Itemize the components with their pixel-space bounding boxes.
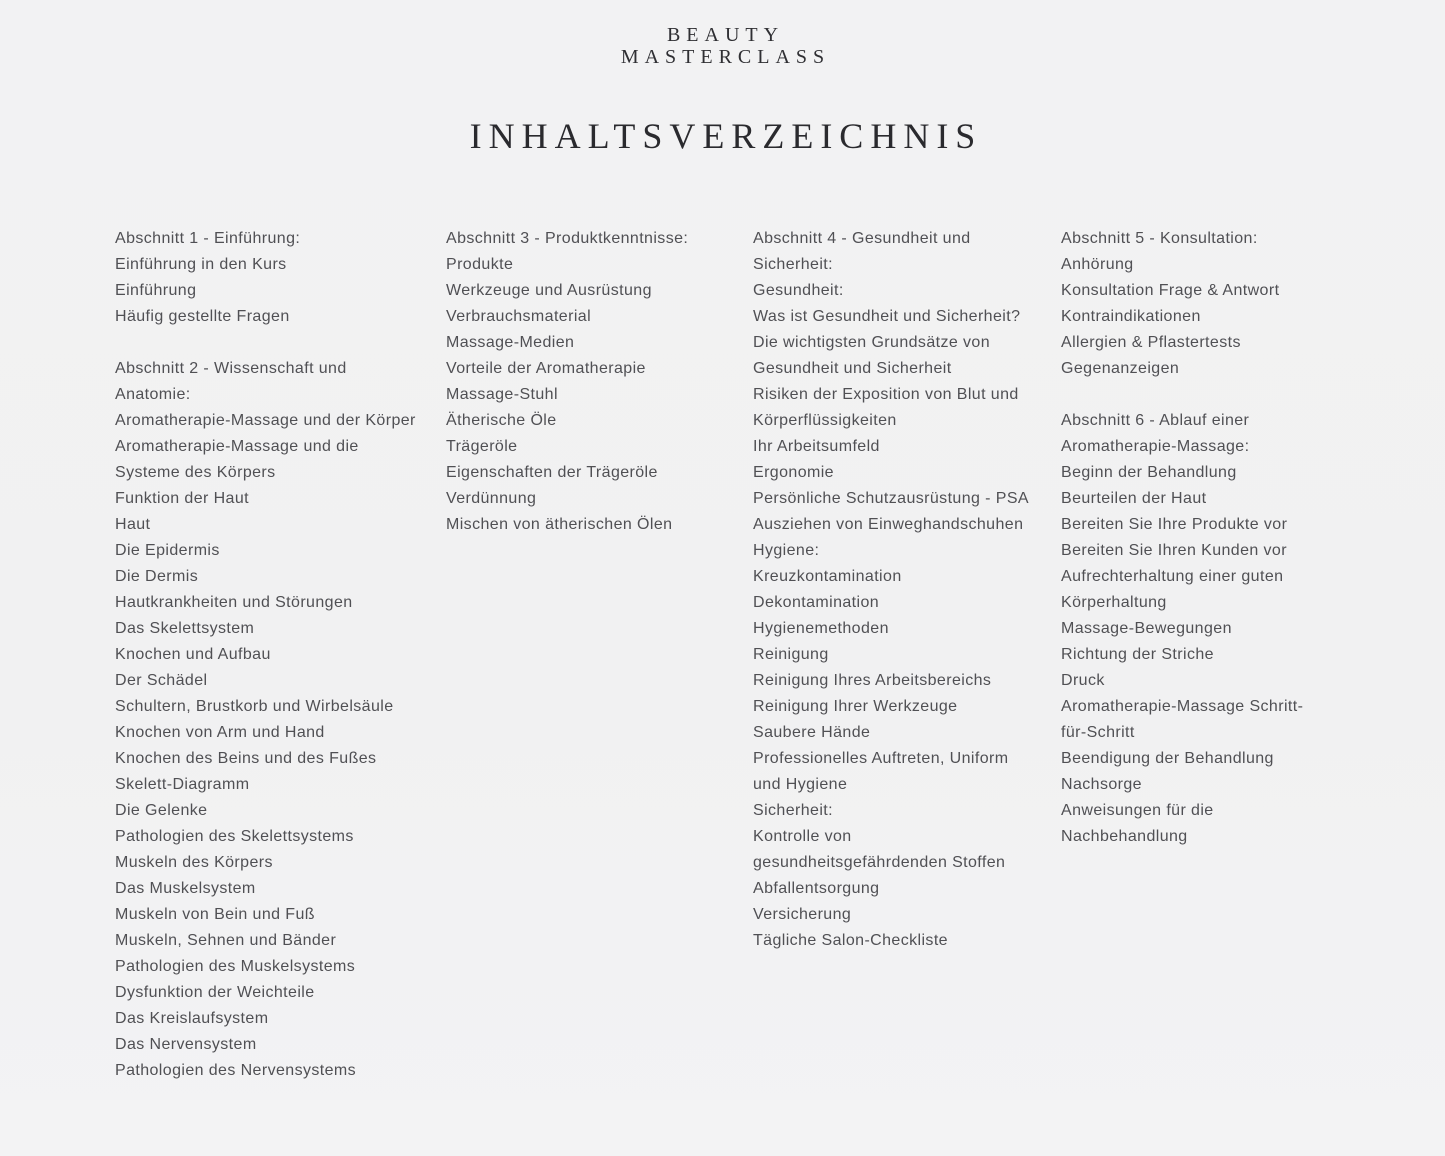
toc-entry: Körperhaltung bbox=[1061, 594, 1167, 611]
toc-section-heading: Abschnitt 4 - Gesundheit und bbox=[753, 230, 971, 247]
toc-entry: Anhörung bbox=[1061, 256, 1134, 273]
toc-entry: Gesundheit und Sicherheit bbox=[753, 360, 952, 377]
toc-entry: Pathologien des Nervensystems bbox=[115, 1062, 357, 1079]
toc-entry: Gesundheit: bbox=[753, 282, 844, 299]
toc-entry: Funktion der Haut bbox=[115, 490, 249, 507]
toc-entry: Werkzeuge und Ausrüstung bbox=[446, 282, 652, 299]
toc-entry: Beginn der Behandlung bbox=[1061, 464, 1237, 481]
toc-section-heading: Abschnitt 3 - Produktkenntnisse: bbox=[446, 230, 689, 247]
toc-entry: Die Gelenke bbox=[115, 802, 208, 819]
toc-section-heading: Abschnitt 1 - Einführung: bbox=[115, 230, 301, 247]
toc-entry: Systeme des Körpers bbox=[115, 464, 276, 481]
toc-entry: Vorteile der Aromatherapie bbox=[446, 360, 646, 377]
toc-entry: Das Nervensystem bbox=[115, 1036, 257, 1053]
toc-entry: Risiken der Exposition von Blut und bbox=[753, 386, 1019, 403]
toc-entry: Aromatherapie-Massage und der Körper bbox=[115, 412, 416, 429]
toc-entry: Knochen und Aufbau bbox=[115, 646, 271, 663]
toc-entry: Beendigung der Behandlung bbox=[1061, 750, 1274, 767]
toc-entry: Die Epidermis bbox=[115, 542, 220, 559]
toc-entry: Sicherheit: bbox=[753, 256, 833, 273]
toc-entry: Eigenschaften der Trägeröle bbox=[446, 464, 658, 481]
toc-entry: Die Dermis bbox=[115, 568, 199, 585]
toc-entry: Kreuzkontamination bbox=[753, 568, 902, 585]
toc-entry: Tägliche Salon-Checkliste bbox=[753, 932, 948, 949]
toc-entry: Das Muskelsystem bbox=[115, 880, 256, 897]
toc-entry: Anatomie: bbox=[115, 386, 191, 403]
toc-entry: Kontraindikationen bbox=[1061, 308, 1201, 325]
toc-entry: Ausziehen von Einweghandschuhen bbox=[753, 516, 1024, 533]
section-spacer bbox=[115, 330, 435, 356]
toc-section-heading: Abschnitt 5 - Konsultation: bbox=[1061, 230, 1258, 247]
toc-entry: Bereiten Sie Ihren Kunden vor bbox=[1061, 542, 1287, 559]
toc-entry: Sicherheit: bbox=[753, 802, 833, 819]
toc-entry: Muskeln, Sehnen und Bänder bbox=[115, 932, 337, 949]
toc-entry: Nachbehandlung bbox=[1061, 828, 1188, 845]
toc-entry: Ihr Arbeitsumfeld bbox=[753, 438, 880, 455]
toc-entry: Trägeröle bbox=[446, 438, 518, 455]
toc-entry: Schultern, Brustkorb und Wirbelsäule bbox=[115, 698, 394, 715]
toc-entry: Dysfunktion der Weichteile bbox=[115, 984, 315, 1001]
toc-entry: Versicherung bbox=[753, 906, 852, 923]
toc-entry: Bereiten Sie Ihre Produkte vor bbox=[1061, 516, 1288, 533]
toc-column-3 bbox=[753, 226, 1053, 954]
toc-entry: Aromatherapie-Massage: bbox=[1061, 438, 1250, 455]
toc-entry: Persönliche Schutzausrüstung - PSA bbox=[753, 490, 1029, 507]
toc-entry: Abfallentsorgung bbox=[753, 880, 880, 897]
toc-entry: Einführung in den Kurs bbox=[115, 256, 287, 273]
toc-entry: Massage-Bewegungen bbox=[1061, 620, 1232, 637]
toc-entry: Muskeln des Körpers bbox=[115, 854, 273, 871]
toc-entry: Kontrolle von bbox=[753, 828, 852, 845]
toc-column-2 bbox=[446, 226, 746, 538]
toc-entry: Pathologien des Muskelsystems bbox=[115, 958, 356, 975]
toc-entry: Anweisungen für die bbox=[1061, 802, 1214, 819]
toc-entry: und Hygiene bbox=[753, 776, 848, 793]
toc-entry: Aufrechterhaltung einer guten bbox=[1061, 568, 1284, 585]
toc-entry: Gegenanzeigen bbox=[1061, 360, 1180, 377]
section-spacer bbox=[1061, 382, 1341, 408]
toc-entry: Massage-Medien bbox=[446, 334, 575, 351]
toc-entry: Verbrauchsmaterial bbox=[446, 308, 592, 325]
toc-entry: Aromatherapie-Massage Schritt- bbox=[1061, 698, 1304, 715]
toc-entry: Ätherische Öle bbox=[446, 412, 557, 429]
toc-entry: Der Schädel bbox=[115, 672, 208, 689]
brand-logo bbox=[0, 24, 1445, 68]
toc-entry: Produkte bbox=[446, 256, 514, 273]
toc-entry: Massage-Stuhl bbox=[446, 386, 558, 403]
toc-entry: gesundheitsgefährdenden Stoffen bbox=[753, 854, 1006, 871]
toc-entry: Druck bbox=[1061, 672, 1105, 689]
toc-entry: Das Kreislaufsystem bbox=[115, 1010, 269, 1027]
toc-entry: Einführung bbox=[115, 282, 197, 299]
toc-section-heading: Abschnitt 2 - Wissenschaft und bbox=[115, 360, 347, 377]
toc-entry: Was ist Gesundheit und Sicherheit? bbox=[753, 308, 1021, 325]
toc-entry: Skelett-Diagramm bbox=[115, 776, 250, 793]
toc-entry: Muskeln von Bein und Fuß bbox=[115, 906, 315, 923]
toc-entry: Häufig gestellte Fragen bbox=[115, 308, 290, 325]
toc-entry: Knochen von Arm und Hand bbox=[115, 724, 325, 741]
toc-entry: Richtung der Striche bbox=[1061, 646, 1214, 663]
toc-entry: Ergonomie bbox=[753, 464, 834, 481]
toc-entry: Saubere Hände bbox=[753, 724, 871, 741]
toc-entry: Verdünnung bbox=[446, 490, 537, 507]
toc-entry: Reinigung Ihrer Werkzeuge bbox=[753, 698, 958, 715]
toc-entry: Professionelles Auftreten, Uniform bbox=[753, 750, 1009, 767]
toc-column-1 bbox=[115, 226, 435, 1084]
toc-section-heading: Abschnitt 6 - Ablauf einer bbox=[1061, 412, 1250, 429]
toc-entry: Hygienemethoden bbox=[753, 620, 889, 637]
brand-line-beauty: BEAUTY bbox=[666, 24, 785, 46]
brand-line-masterclass: MASTERCLASS bbox=[620, 46, 831, 68]
toc-entry: Beurteilen der Haut bbox=[1061, 490, 1207, 507]
toc-entry: Pathologien des Skelettsystems bbox=[115, 828, 354, 845]
toc-entry: Konsultation Frage & Antwort bbox=[1061, 282, 1280, 299]
toc-entry: Nachsorge bbox=[1061, 776, 1142, 793]
toc-entry: Reinigung bbox=[753, 646, 829, 663]
toc-entry: Dekontamination bbox=[753, 594, 880, 611]
toc-entry: Allergien & Pflastertests bbox=[1061, 334, 1241, 351]
toc-entry: Reinigung Ihres Arbeitsbereichs bbox=[753, 672, 992, 689]
toc-entry: Das Skelettsystem bbox=[115, 620, 255, 637]
toc-entry: Hygiene: bbox=[753, 542, 820, 559]
toc-entry: Aromatherapie-Massage und die bbox=[115, 438, 359, 455]
toc-entry: Knochen des Beins und des Fußes bbox=[115, 750, 377, 767]
toc-column-4 bbox=[1061, 226, 1341, 850]
toc-entry: für-Schritt bbox=[1061, 724, 1135, 741]
toc-entry: Hautkrankheiten und Störungen bbox=[115, 594, 353, 611]
page-title: INHALTSVERZEICHNIS bbox=[469, 116, 983, 156]
toc-entry: Die wichtigsten Grundsätze von bbox=[753, 334, 990, 351]
toc-entry: Haut bbox=[115, 516, 151, 533]
toc-entry: Mischen von ätherischen Ölen bbox=[446, 516, 673, 533]
toc-entry: Körperflüssigkeiten bbox=[753, 412, 897, 429]
